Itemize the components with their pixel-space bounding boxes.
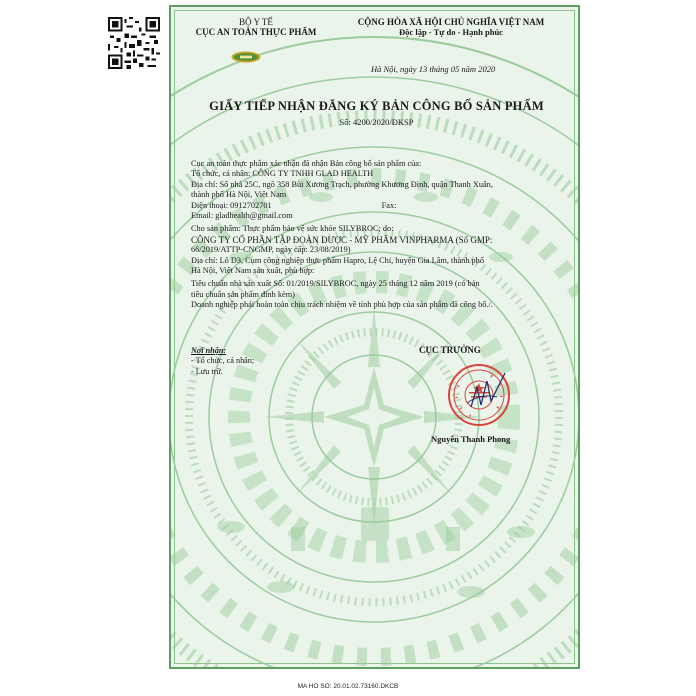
recipient-item: - Lưu trữ. [191,366,223,376]
national-motto: Độc lập - Tự do - Hạnh phúc [399,27,503,37]
ministry-header [191,17,321,37]
recipients-block [191,346,254,377]
responsibility-line: Doanh nghiệp phải hoàn toàn chịu trách nhiệm về tính phù hợp của sản phẩm đã công bố./. [191,300,493,310]
signer-name: Nguyễn Thanh Phong [431,434,511,444]
fax-text: Fax: [381,200,397,210]
email-line: Email: gladhealth@gmail.com [191,211,293,221]
certificate-body [191,159,576,311]
document-title: GIẤY TIẾP NHẬN ĐĂNG KÝ BẢN CÔNG BỐ SẢN PHẨM [209,99,544,113]
qr-code [108,17,160,69]
vfa-logo-icon [231,51,261,63]
standard-line-2: tiêu chuẩn sản phẩm đính kèm) [191,289,295,299]
address-line-1: Địa chỉ: Số nhà 25C, ngõ 358 Bùi Xương Trạch, phường Khương Đình, quận Thanh Xuân, [191,179,493,189]
certificate [169,5,580,669]
recipients-heading: Nơi nhận: [191,346,227,355]
signer-position: CỤC TRƯỞNG [419,345,481,355]
recipient-item: - Tổ chức, cá nhân; [191,356,255,366]
official-seal-stamp [447,363,511,427]
organization-line: Tổ chức, cá nhân: CÔNG TY TNHH GLAD HEALTH [191,169,374,179]
phone-text: Điện thoại: 0912702701 [191,200,272,210]
department-name: CỤC AN TOÀN THỰC PHẨM [195,27,317,37]
manufacturer-line-1: CÔNG TY CỔ PHẦN TẬP ĐOÀN DƯỢC - MỸ PHẨM VINPHARMA (Số GMP: [191,234,493,245]
manufacturer-line-2: 66/2019/ATTP-CNGMP, ngày cấp: 23/08/2019) [191,245,351,255]
manufacturer-address-2: Hà Nội, Việt Nam sản xuất, phù hợp: [191,266,315,276]
address-line-2: thành phố Hà Nội, Việt Nam [191,190,287,200]
intro-line: Cục an toàn thực phẩm xác nhận đã nhận Bản công bố sản phẩm của: [191,159,422,168]
national-header [321,17,580,37]
contact-row [191,201,576,211]
document-number: Số: 4200/2020/ĐKSP [339,117,414,127]
manufacturer-address-1: Địa chỉ: Lô D3, Cụm công nghiệp thực phẩm Hapro, Lệ Chi, huyện Gia Lâm, thành phố [191,255,484,265]
issue-date: Hà Nội, ngày 13 tháng 05 năm 2020 [371,64,496,74]
nation-name: CỘNG HÒA XÃ HỘI CHỦ NGHĨA VIỆT NAM [357,17,545,27]
ministry-name: BỘ Y TẾ [239,17,273,27]
standard-line-1: Tiêu chuẩn nhà sản xuất Số: 01/2019/SILYBROC, ngày 25 tháng 12 năm 2019 (có bản [191,279,480,289]
record-code: MA HO SO: 20.01.02.73160.DKCB [297,683,399,690]
product-line: Cho sản phẩm: Thực phẩm bảo vệ sức khỏe SILYBROC; do: [191,224,394,234]
